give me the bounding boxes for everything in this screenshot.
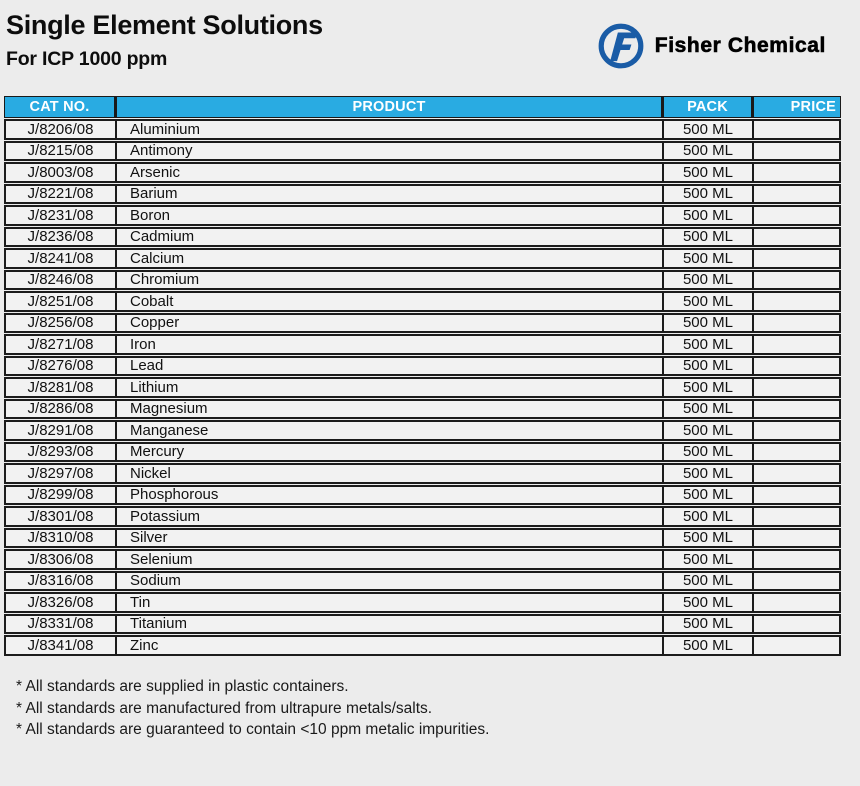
cat-no-cell: J/8310/08 (27, 529, 94, 546)
pack-cell: 500 ML (662, 143, 752, 160)
cat-no-cell: J/8341/08 (27, 637, 94, 654)
price-cell (752, 207, 839, 224)
product-cell: Magnesium (115, 401, 662, 418)
product-cell: Tin (115, 594, 662, 611)
col-header-product: PRODUCT (115, 96, 662, 118)
table-row (4, 528, 841, 549)
table-row (4, 614, 841, 635)
pack-cell: 500 ML (662, 229, 752, 246)
product-cell: Titanium (115, 616, 662, 633)
table-row (4, 485, 841, 506)
table-row (4, 420, 841, 441)
price-cell (752, 465, 839, 482)
table-row (4, 270, 841, 291)
pack-cell: 500 ML (662, 121, 752, 138)
price-cell (752, 379, 839, 396)
product-table (4, 96, 841, 657)
cat-no-cell: J/8236/08 (27, 228, 94, 245)
col-header-cat-no: CAT NO. (4, 96, 115, 118)
price-cell (752, 315, 839, 332)
pack-cell: 500 ML (662, 293, 752, 310)
cat-no-cell: J/8206/08 (27, 121, 94, 138)
cat-no-cell: J/8331/08 (27, 615, 94, 632)
brand-name: Fisher Chemical (654, 34, 826, 57)
pack-cell: 500 ML (662, 551, 752, 568)
product-cell: Sodium (115, 573, 662, 590)
product-cell: Cobalt (115, 293, 662, 310)
table-header-row (4, 96, 841, 118)
fisher-chemical-logo (596, 21, 826, 71)
cat-no-cell: J/8271/08 (27, 336, 94, 353)
cat-no-cell: J/8326/08 (27, 594, 94, 611)
price-cell (752, 594, 839, 611)
product-cell: Lead (115, 358, 662, 375)
table-row (4, 399, 841, 420)
cat-no-cell: J/8221/08 (27, 185, 94, 202)
price-cell (752, 444, 839, 461)
table-row (4, 635, 841, 656)
cat-no-cell: J/8276/08 (27, 357, 94, 374)
product-cell: Lithium (115, 379, 662, 396)
price-cell (752, 530, 839, 547)
pack-cell: 500 ML (662, 250, 752, 267)
table-row (4, 549, 841, 570)
cat-no-cell: J/8286/08 (27, 400, 94, 417)
pack-cell: 500 ML (662, 422, 752, 439)
cat-no-cell: J/8003/08 (27, 164, 94, 181)
cat-no-cell: J/8299/08 (27, 486, 94, 503)
footnote-line: * All standards are supplied in plastic containers. (16, 678, 349, 695)
page-title: Single Element Solutions (6, 10, 323, 40)
price-cell (752, 637, 839, 654)
pack-cell: 500 ML (662, 465, 752, 482)
price-cell (752, 143, 839, 160)
price-cell (752, 358, 839, 375)
product-cell: Aluminium (115, 121, 662, 138)
price-cell (752, 293, 839, 310)
pack-cell: 500 ML (662, 508, 752, 525)
pack-cell: 500 ML (662, 573, 752, 590)
table-row (4, 571, 841, 592)
cat-no-cell: J/8215/08 (27, 142, 94, 159)
table-row (4, 205, 841, 226)
cat-no-cell: J/8241/08 (27, 250, 94, 267)
product-cell: Potassium (115, 508, 662, 525)
price-cell (752, 272, 839, 289)
product-cell: Manganese (115, 422, 662, 439)
product-cell: Arsenic (115, 164, 662, 181)
footnotes (16, 676, 489, 741)
pack-cell: 500 ML (662, 637, 752, 654)
col-header-price: PRICE (752, 96, 841, 118)
cat-no-cell: J/8316/08 (27, 572, 94, 589)
cat-no-cell: J/8306/08 (27, 551, 94, 568)
product-cell: Mercury (115, 444, 662, 461)
product-cell: Antimony (115, 143, 662, 160)
title-block (6, 10, 323, 71)
price-cell (752, 508, 839, 525)
page-subtitle: For ICP 1000 ppm (6, 48, 168, 71)
table-row (4, 442, 841, 463)
price-cell (752, 401, 839, 418)
price-cell (752, 551, 839, 568)
cat-no-cell: J/8281/08 (27, 379, 94, 396)
cat-no-cell: J/8246/08 (27, 271, 94, 288)
pack-cell: 500 ML (662, 272, 752, 289)
pack-cell: 500 ML (662, 207, 752, 224)
price-cell (752, 573, 839, 590)
col-header-pack: PACK (662, 96, 752, 118)
cat-no-cell: J/8297/08 (27, 465, 94, 482)
footnote-line: * All standards are guaranteed to contain <10 ppm metalic impurities. (16, 721, 490, 738)
price-cell (752, 250, 839, 267)
product-cell: Chromium (115, 272, 662, 289)
product-cell: Iron (115, 336, 662, 353)
pack-cell: 500 ML (662, 164, 752, 181)
table-row (4, 119, 841, 140)
pack-cell: 500 ML (662, 616, 752, 633)
product-cell: Selenium (115, 551, 662, 568)
price-cell (752, 186, 839, 203)
product-cell: Silver (115, 530, 662, 547)
pack-cell: 500 ML (662, 444, 752, 461)
table-row (4, 334, 841, 355)
table-body (4, 119, 841, 656)
price-cell (752, 229, 839, 246)
pack-cell: 500 ML (662, 530, 752, 547)
pack-cell: 500 ML (662, 315, 752, 332)
price-cell (752, 336, 839, 353)
pack-cell: 500 ML (662, 401, 752, 418)
table-row (4, 506, 841, 527)
table-row (4, 141, 841, 162)
pack-cell: 500 ML (662, 336, 752, 353)
price-cell (752, 422, 839, 439)
product-cell: Cadmium (115, 229, 662, 246)
pack-cell: 500 ML (662, 594, 752, 611)
table-row (4, 592, 841, 613)
cat-no-cell: J/8256/08 (27, 314, 94, 331)
table-row (4, 463, 841, 484)
footnote-line: * All standards are manufactured from ultrapure metals/salts. (16, 699, 433, 717)
table-row (4, 184, 841, 205)
product-cell: Barium (115, 186, 662, 203)
price-cell (752, 487, 839, 504)
cat-no-cell: J/8291/08 (27, 422, 94, 439)
cat-no-cell: J/8251/08 (27, 293, 94, 310)
product-cell: Copper (115, 315, 662, 332)
product-cell: Calcium (115, 250, 662, 267)
table-row (4, 313, 841, 334)
price-cell (752, 164, 839, 181)
price-cell (752, 121, 839, 138)
pack-cell: 500 ML (662, 487, 752, 504)
table-row (4, 291, 841, 312)
table-row (4, 248, 841, 269)
table-row (4, 162, 841, 183)
cat-no-cell: J/8293/08 (27, 443, 94, 460)
pack-cell: 500 ML (662, 186, 752, 203)
cat-no-cell: J/8231/08 (27, 207, 94, 224)
pack-cell: 500 ML (662, 358, 752, 375)
price-cell (752, 616, 839, 633)
table-row (4, 356, 841, 377)
product-cell: Zinc (115, 637, 662, 654)
table-row (4, 227, 841, 248)
product-cell: Nickel (115, 465, 662, 482)
fisher-f-circle-icon (596, 21, 646, 71)
product-cell: Boron (115, 207, 662, 224)
cat-no-cell: J/8301/08 (27, 508, 94, 525)
product-cell: Phosphorous (115, 487, 662, 504)
table-row (4, 377, 841, 398)
pack-cell: 500 ML (662, 379, 752, 396)
